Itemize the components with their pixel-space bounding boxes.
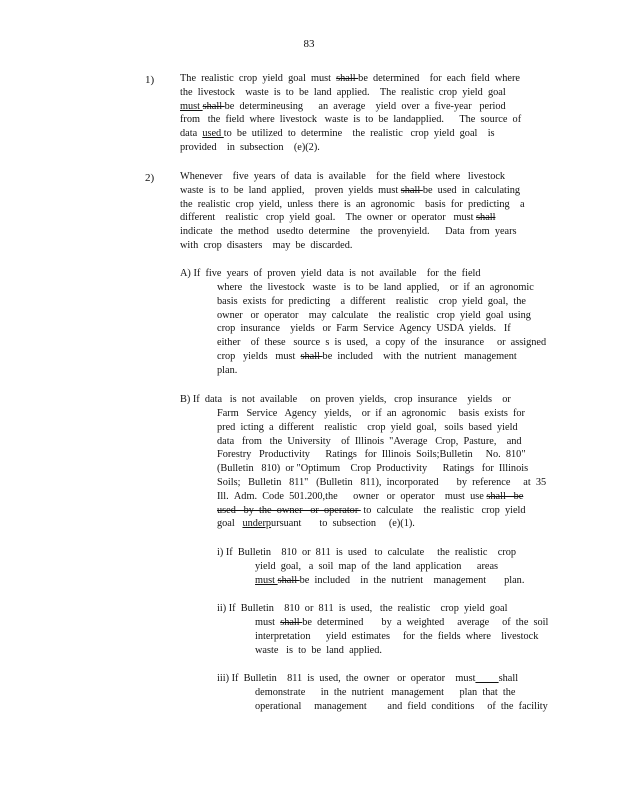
text-line: Soils; Bulletin 811" (Bulletin 811), incorporated by reference at 35 bbox=[217, 476, 547, 488]
text-line: either of these source s is used, a copy of the insurance or assigned bbox=[217, 337, 547, 349]
text-line: provided in subsection (e)(2). bbox=[180, 141, 320, 153]
item-number-1: 1) bbox=[145, 74, 155, 86]
text-line: Farm Service Agency yields, or if an agronomic basis exists for bbox=[217, 408, 525, 419]
roman-item-iii-text bbox=[255, 686, 548, 714]
text-line: different realistic crop yield goal. The owner or operator must shall bbox=[180, 212, 496, 224]
text-line: must shall be included in the nutrient management plan. bbox=[255, 574, 525, 586]
sub-item-label: A) bbox=[180, 268, 191, 279]
text-line: waste is to be land applied, proven yields must shall be used in calculating bbox=[180, 184, 521, 196]
text-line: data from the University of Illinois "Average Crop, Pasture, and bbox=[217, 435, 522, 447]
item-2-text bbox=[180, 170, 525, 253]
text-line: crop yields must shall be included with the nutrient management bbox=[217, 350, 517, 362]
text-line: from the field where livestock waste is to be landapplied. The source of bbox=[180, 114, 522, 126]
roman-item-ii bbox=[217, 602, 507, 616]
text-line: demonstrate in the nutrient management plan that the bbox=[255, 687, 516, 698]
sub-item-b-first-line bbox=[180, 393, 511, 407]
text-line: yield goal, a soil map of the land application areas bbox=[255, 561, 499, 572]
text-line: Whenever five years of data is available for the field where livestock bbox=[180, 171, 506, 182]
text-line: must shall be determined by a weighted average of the soil bbox=[255, 617, 549, 628]
sub-item-a-first-line bbox=[180, 267, 481, 281]
text-line: basis exists for predicting a different realistic crop yield goal, the bbox=[217, 295, 526, 307]
text-line: If five years of proven yield data is not available for the field bbox=[193, 268, 481, 279]
text-line: data used to be utilized to determine the realistic crop yield goal is bbox=[180, 128, 495, 140]
text-line: crop insurance yields or Farm Service Agency USDA yields. If bbox=[217, 323, 511, 335]
text-line: the realistic crop yield, unless there is an agronomic basis for predicting a bbox=[180, 198, 525, 210]
text-line: Forestry Productivity Ratings for Illinois Soils;Bulletin No. 810" bbox=[217, 449, 526, 461]
roman-item-label: ii) bbox=[217, 603, 227, 614]
sub-item-a-text bbox=[217, 281, 546, 378]
roman-item-i bbox=[217, 546, 516, 560]
text-line: with crop disasters may be discarded. bbox=[180, 239, 353, 251]
sub-item-b bbox=[180, 393, 511, 407]
text-line: pred icting a different realistic crop yield goal, soils based yield bbox=[217, 421, 518, 433]
roman-item-ii-text bbox=[255, 616, 548, 657]
roman-item-i-text bbox=[255, 560, 524, 588]
text-line: The realistic crop yield goal must shall be determined for each field where bbox=[180, 73, 520, 84]
text-line: If Bulletin 811 is used, the owner or operator must shall bbox=[231, 673, 519, 684]
text-line: used by the owner or operator to calculate the realistic crop yield bbox=[217, 504, 526, 516]
roman-item-iii-first-line bbox=[217, 672, 518, 686]
sub-item-a bbox=[180, 267, 481, 281]
text-line: If data is not available on proven yields, crop insurance yields or bbox=[192, 394, 511, 405]
text-line: If Bulletin 810 or 811 is used to calculate the realistic crop bbox=[225, 547, 517, 558]
text-line: interpretation yield estimates for the fields where livestock bbox=[255, 630, 539, 642]
page-number: 83 bbox=[303, 38, 315, 50]
text-line: indicate the method usedto determine the provenyield. Data from years bbox=[180, 226, 517, 238]
text-line: (Bulletin 810) or "Optimum Crop Productivity Ratings for Illinois bbox=[217, 463, 529, 475]
text-line: If Bulletin 810 or 811 is used, the realistic crop yield goal bbox=[228, 603, 508, 614]
text-line: plan. bbox=[217, 364, 238, 376]
roman-item-label: i) bbox=[217, 547, 224, 558]
roman-item-iii bbox=[217, 672, 518, 686]
text-line: goal underpursuant to subsection (e)(1). bbox=[217, 518, 415, 530]
item-1-text bbox=[180, 72, 521, 155]
sub-item-label: B) bbox=[180, 394, 191, 405]
text-line: waste is to be land applied. bbox=[255, 644, 382, 656]
text-line: operational management and field conditions of the facility bbox=[255, 700, 548, 712]
text-line: the livestock waste is to be land applied. The realistic crop yield goal bbox=[180, 86, 506, 98]
roman-item-ii-first-line bbox=[217, 602, 507, 616]
item-number-2: 2) bbox=[145, 172, 155, 184]
text-line: must shall be determineusing an average yield over a five-year period bbox=[180, 100, 506, 112]
roman-item-i-first-line bbox=[217, 546, 516, 560]
text-line: where the livestock waste is to be land applied, or if an agronomic bbox=[217, 282, 534, 293]
text-line: Ill. Adm. Code 501.200,the owner or operator must use shall be bbox=[217, 490, 524, 502]
sub-item-b-text bbox=[217, 407, 546, 531]
text-line: owner or operator may calculate the realistic crop yield goal using bbox=[217, 309, 531, 321]
roman-item-label: iii) bbox=[217, 673, 230, 684]
